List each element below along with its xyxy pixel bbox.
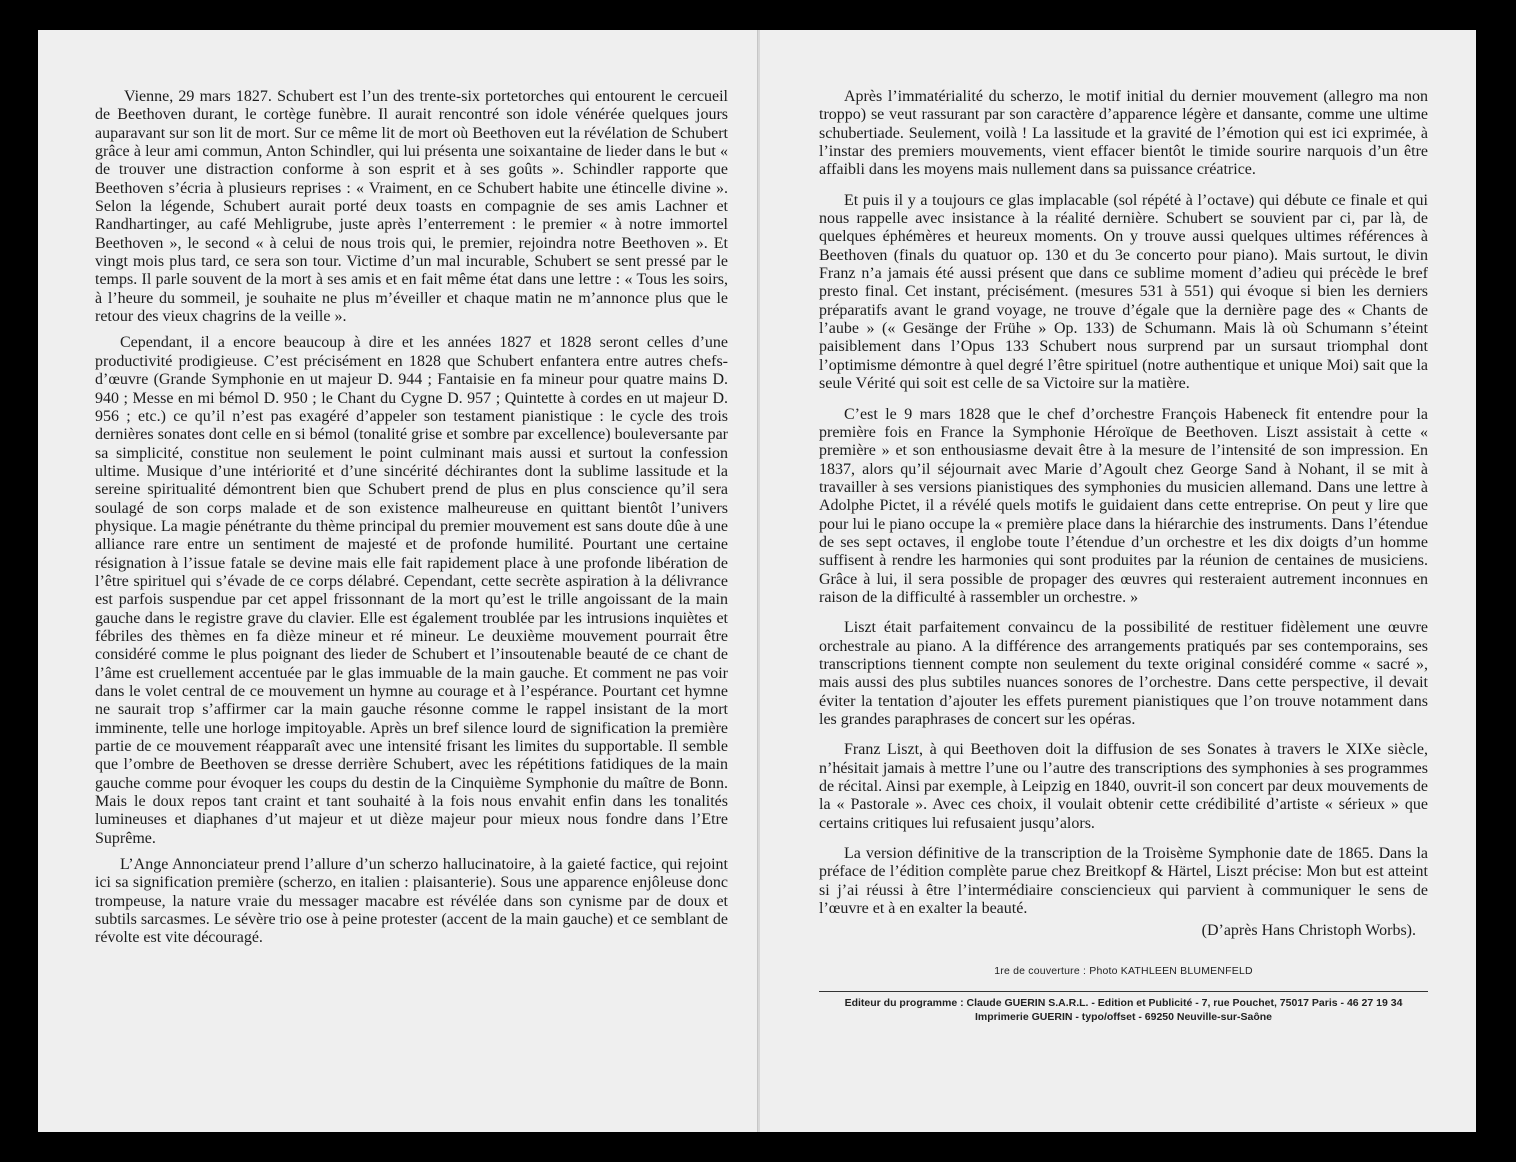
paragraph: Après l’immatérialité du scherzo, le motif initial du dernier mouvement (allegro ma non troppo) se veut rassurant par son caractère d’apparence légère et dansante, comme une ultime schubertiade. Seulement, voilà ! La lassitude et la gravité de l’émotion qui est ici exprimée, à l’instar des premiers mouvements, vient effacer bientôt le timide sourire narquois d’un être affaibli dans les moyens mais nullement dans sa puissance créatrice.	[819, 88, 1428, 179]
publisher-info	[819, 996, 1428, 1024]
paragraph: Vienne, 29 mars 1827. Schubert est l’un des trente-six portetorches qui entourent le cercueil de Beethoven durant, le cortège funèbre. Il aurait rencontré son idole vénérée quelques jours auparavant sur son lit de mort. Sur ce même lit de mort où Beethoven eut la révélation de Schubert grâce à leur ami commun, Anton Schindler, qui lui présenta une soixantaine de lieder dans le but « de trouver une distraction conforme à son esprit et à ses goûts ». Schindler rapporte que Beethoven s’écria à plusieurs reprises : « Vraiment, en ce Schubert habite une étincelle divine ». Selon la légende, Schubert aurait porté deux toasts en compagnie de ses amis Lachner et Randhartinger, au café Mehligrube, juste après l’enterrement : le premier « à notre immortel Beethoven », le second « à celui de nous trois qui, le premier, rejoindra notre Beethoven ». Et vingt mois plus tard, ce sera son tour. Victime d’un mal incurable, Schubert se sent pressé par le temps. Il parle souvent de la mort à ses amis et en fait même état dans une lettre : « Tous les soirs, à l’heure du sommeil, je souhaite ne plus m’éveiller et chaque matin ne m’annonce plus que le retour des vieux chagrins de la veille ».	[95, 88, 728, 326]
cover-photo-credit: 1re de couverture : Photo KATHLEEN BLUMENFELD	[994, 964, 1253, 977]
paragraph: Et puis il y a toujours ce glas implacable (sol répété à l’octave) qui débute ce finale et qui nous rappelle avec insistance à la réalité dernière. Schubert se souvient par ci, par là, de quelques éphémères et heureux moments. On y trouve aussi quelques ultimes références à Beethoven (finals du quatuor op. 130 et du 3e concerto pour piano). Mais surtout, le divin Franz n’a jamais été aussi présent que dans ce sublime moment d’adieu qui précède le bref presto final. Cet instant, précisément. (mesures 531 à 551) qui évoque si bien les derniers préparatifs avant le grand voyage, ne trouve d’égale que la dernière page des « Chants de l’aube » (« Gesänge der Frühe » Op. 133) de Schumann. Mais là où Schumann s’éteint paisiblement dans l’Opus 133 Schubert nous surprend par un sursaut triomphal dont l’optimisme démontre à quel degré l’être spirituel (notre authentique et unique Moi) sait que la seule Vérité qui soit est celle de sa Victoire sur la matière.	[819, 191, 1428, 393]
left-page	[38, 30, 758, 1132]
printer-line: Imprimerie GUERIN - typo/offset - 69250 Neuville-sur-Saône	[975, 1010, 1272, 1023]
paragraph: C’est le 9 mars 1828 que le chef d’orchestre François Habeneck fit entendre pour la première fois en France la Symphonie Héroïque de Beethoven. Liszt assistait à cette « première » et son enthousiasme devait être à la mesure de l’intensité de son impression. En 1837, alors qu’il séjournait avec Marie d’Agoult chez George Sand à Nohant, il se mit à travailler à ses versions pianistiques des symphonies du musicien allemand. Dans une lettre à Adolphe Pictet, il a révélé quels motifs le guidaient dans cette entreprise. On peut y lire que pour lui le piano occupe la « première place dans la hiérarchie des instruments. Dans l’étendue de ses sept octaves, il englobe toute l’étendue d’un orchestre et les dix doigts d’un homme suffisent à rendre les harmonies qui sont produites par la réunion de centaines de musiciens. Grâce à lui, il sera possible de propager des œuvres qui resteraient autrement inconnues en raison de la difficulté à rassembler un orchestre. »	[819, 405, 1428, 606]
paragraph: La version définitive de la transcription de la Troisème Symphonie date de 1865. Dans la préface de l’édition complète parue chez Breitkopf & Härtel, Liszt précise: Mon but est atteint si j’ai réussi à être l’intermédiaire consciencieux qui parvient à communiquer le sens de l’œuvre et à en exalter la beauté.	[819, 845, 1428, 918]
paragraph: Liszt était parfaitement convaincu de la possibilité de restituer fidèlement une œuvre orchestrale au piano. A la différence des arrangements pratiqués par ses contemporains, ses transcriptions tiennent compte non seulement du texte original considéré comme « sacré », mais aussi des plus subtiles nuances sonores de l’orchestre. Dans cette perspective, il devait éviter la tentation d’ajouter les effets purement pianistiques que l’on trouve notamment dans les grandes paraphrases de concert sur les opéras.	[819, 619, 1428, 728]
paragraph: Cependant, il a encore beaucoup à dire et les années 1827 et 1828 seront celles d’une productivité prodigieuse. C’est précisément en 1828 que Schubert enfantera entre autres chefs-d’œuvre (Grande Symphonie en ut majeur D. 944 ; Fantaisie en fa mineur pour quatre mains D. 940 ; Messe en mi bémol D. 950 ; le Chant du Cygne D. 957 ; Quintette à cordes en ut majeur D. 956 ; etc.) ce qu’il n’est pas exagéré d’appeler son testament pianistique : le cycle des trois dernières sonates dont celle en si bémol (tonalité grise et sombre par excellence) bouleversante par sa simplicité, constitue non seulement le point culminant mais aussi et surtout la confession ultime. Musique d’une intériorité et d’une sincérité déchirantes dont la sublime lassitude et la sereine spiritualité démontrent bien que Schubert prend de plus en plus conscience qu’il sera soulagé de son corps malade et de son existence malheureuse en quittant bientôt l’univers physique. La magie pénétrante du thème principal du premier mouvement est sans doute dûe à une alliance rare entre un sentiment de majesté et de profonde humilité. Pourtant une certaine résignation à l’issue fatale se devine mais elle fait rapidement place à une profonde libération de l’être spirituel qui s’évade de ce corps délabré. Cependant, cette secrète aspiration à la délivrance est parfois suspendue par cet appel frissonnant de la mort qu’est le trille angoissant de la main gauche dans le registre grave du clavier. Elle est également troublée par les intrusions inquiètes et fébriles des thèmes en fa dièze mineur et ré mineur. Le deuxième mouvement pourrait être considéré comme le plus poignant des lieder de Schubert et l’insoutenable beauté de ce chant de l’âme est cruellement accentuée par le glas immuable de la main gauche. Et comment ne pas voir dans le volet central de ce mouvement un hymne au courage et à l’espérance. Pourtant cet hymne ne saurait trop s’affirmer car la main gauche résonne comme le rappel insistant de la mort imminente, telle une horloge impitoyable. Après un bref silence lourd de signification la première partie de ce mouvement réapparaît avec une intensité frisant les limites du supportable. Il semble que l’ombre de Beethoven se dresse derrière Schubert, avec les répétitions fatidiques de la main gauche comme pour évoquer les coups du destin de la Cinquième Symphonie du maître de Bonn. Mais le doux repos tant craint et tant souhaité à la fois nous envahit enfin dans les tonalités lumineuses et diaphanes d’ut majeur et ut dièze majeur pour mieux nous fondre dans l’Etre Suprême.	[95, 334, 728, 847]
publisher-line: Editeur du programme : Claude GUERIN S.A.R.L. - Edition et Publicité - 7, rue Pouchet, 75017 Paris - 46 27 19 34	[844, 996, 1403, 1009]
paragraph: Franz Liszt, à qui Beethoven doit la diffusion de ses Sonates à travers le XIXe siècle, n’hésitait jamais à mettre l’une ou l’autre des transcriptions des symphonies à ses programmes de récital. Ainsi par exemple, à Leipzig en 1840, ouvrit-il son concert par deux mouvements de la « Pastorale ». Avec ces choix, il voulait obtenir cette crédibilité d’artiste « sérieux » que certains critiques lui refusaient jusqu’alors.	[819, 741, 1428, 832]
divider	[819, 991, 1428, 992]
attribution: (D’après Hans Christoph Worbs).	[1201, 922, 1416, 940]
right-page	[760, 30, 1476, 1132]
paragraph: L’Ange Annonciateur prend l’allure d’un scherzo hallucinatoire, à la gaieté factice, qui rejoint ici sa signification première (scherzo, en italien : plaisanterie). Sous une apparence enjôleuse donc trompeuse, la nature vraie du messager macabre est révélée dans son cynisme par de doux et subtils sarcasmes. Le sévère trio ose à peine protester (accent de la main gauche) et ce semblant de révolte est vite découragé.	[95, 856, 728, 947]
